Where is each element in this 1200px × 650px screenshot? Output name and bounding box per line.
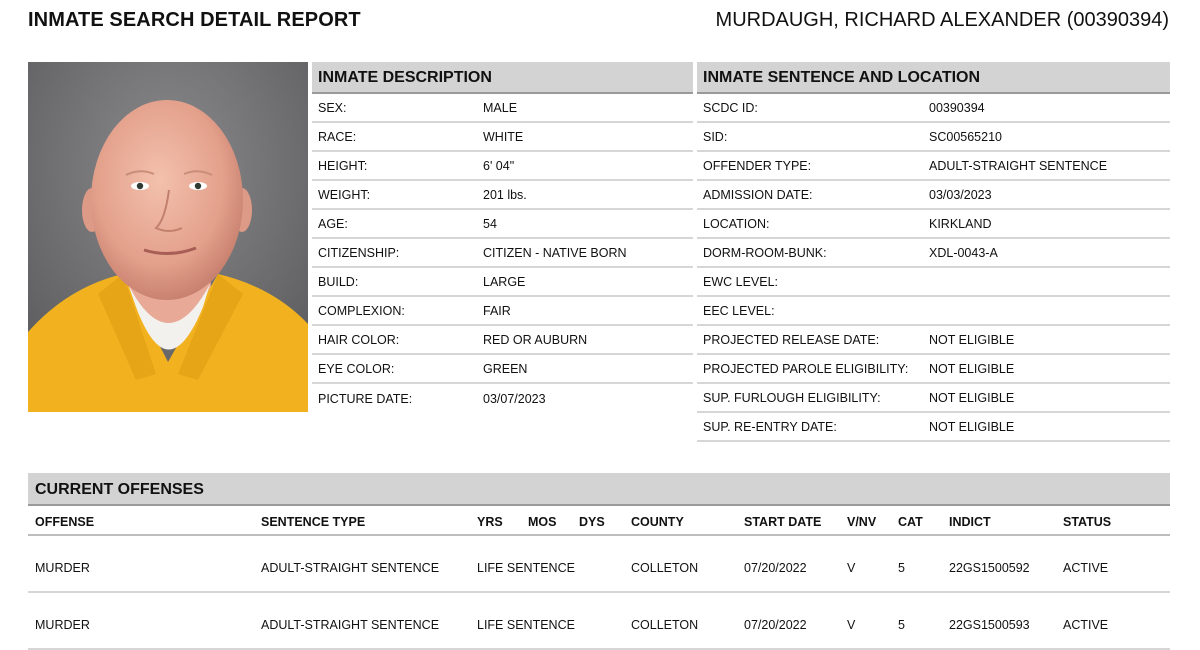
description-row-height <box>312 152 693 181</box>
description-label: BUILD: <box>318 274 359 289</box>
description-label: HEIGHT: <box>318 158 368 173</box>
column-header-dys: DYS <box>579 515 605 529</box>
sentence-row-location <box>697 210 1170 239</box>
sentence-value: NOT ELIGIBLE <box>929 361 1015 376</box>
description-value: 03/07/2023 <box>483 391 546 406</box>
inmate-name: MURDAUGH, RICHARD ALEXANDER (00390394) <box>715 9 1169 31</box>
description-value: RED OR AUBURN <box>483 332 588 347</box>
sentence-label: LOCATION: <box>703 216 770 231</box>
vnv-cell: V <box>847 561 856 575</box>
sentence-value: NOT ELIGIBLE <box>929 332 1015 347</box>
sentence-label: DORM-ROOM-BUNK: <box>703 245 827 260</box>
description-label: AGE: <box>318 216 348 231</box>
sentence-label: SUP. FURLOUGH ELIGIBILITY: <box>703 390 881 405</box>
inmate-description-panel <box>312 62 693 413</box>
sentence-label: OFFENDER TYPE: <box>703 158 812 173</box>
start-date-cell: 07/20/2022 <box>744 561 807 575</box>
description-value: GREEN <box>483 361 528 376</box>
column-header-start-date: START DATE <box>744 515 822 529</box>
description-value: 54 <box>483 216 497 231</box>
sentence-row-dorm-room-bunk <box>697 239 1170 268</box>
status-cell: ACTIVE <box>1063 618 1109 632</box>
column-header-offense: OFFENSE <box>35 515 95 529</box>
start-date-cell: 07/20/2022 <box>744 618 807 632</box>
indict-cell: 22GS1500592 <box>949 561 1030 575</box>
sentence-label: EWC LEVEL: <box>703 274 779 289</box>
sentence-label: PROJECTED RELEASE DATE: <box>703 332 880 347</box>
column-header-sentence-type: SENTENCE TYPE <box>261 515 366 529</box>
description-row-hair-color <box>312 326 693 355</box>
sentence-label: EEC LEVEL: <box>703 303 775 318</box>
sentence-row-projected-release-date <box>697 326 1170 355</box>
description-value: LARGE <box>483 274 526 289</box>
description-label: HAIR COLOR: <box>318 332 400 347</box>
column-header-county: COUNTY <box>631 515 684 529</box>
current-offenses-header: CURRENT OFFENSES <box>28 473 1170 506</box>
offenses-column-headers <box>28 506 1170 536</box>
sentence-value: 03/03/2023 <box>929 187 992 202</box>
sentence-location-header: INMATE SENTENCE AND LOCATION <box>697 62 1170 94</box>
cat-cell: 5 <box>898 561 905 575</box>
sentence-row-scdc-id <box>697 94 1170 123</box>
description-row-race <box>312 123 693 152</box>
column-header-cat: CAT <box>898 515 923 529</box>
cat-cell: 5 <box>898 618 905 632</box>
sentence-label: SCDC ID: <box>703 100 758 115</box>
sentence-label: SUP. RE-ENTRY DATE: <box>703 419 837 434</box>
vnv-cell: V <box>847 618 856 632</box>
sentence-row-sid <box>697 123 1170 152</box>
column-header-mos: MOS <box>528 515 557 529</box>
indict-cell: 22GS1500593 <box>949 618 1030 632</box>
description-row-build <box>312 268 693 297</box>
description-label: EYE COLOR: <box>318 361 395 376</box>
current-offenses-section <box>28 473 1170 650</box>
term-cell: LIFE SENTENCE <box>477 618 575 632</box>
sentence-value: XDL-0043-A <box>929 245 998 260</box>
column-header-indict: INDICT <box>949 515 991 529</box>
sentence-row-admission-date <box>697 181 1170 210</box>
status-cell: ACTIVE <box>1063 561 1109 575</box>
description-row-sex <box>312 94 693 123</box>
description-label: CITIZENSHIP: <box>318 245 400 260</box>
description-row-complexion <box>312 297 693 326</box>
sentence-row-sup-furlough-eligibility <box>697 384 1170 413</box>
description-label: PICTURE DATE: <box>318 391 413 406</box>
sentence-row-projected-parole-eligibility <box>697 355 1170 384</box>
description-value: WHITE <box>483 129 524 144</box>
sentence-label: PROJECTED PAROLE ELIGIBILITY: <box>703 361 909 376</box>
description-label: WEIGHT: <box>318 187 371 202</box>
county-cell: COLLETON <box>631 561 699 575</box>
table-row <box>28 536 1170 593</box>
table-row <box>28 593 1170 650</box>
inmate-photo <box>28 62 308 412</box>
sentence-location-panel <box>697 62 1170 442</box>
description-value: CITIZEN - NATIVE BORN <box>483 245 627 260</box>
offense-cell: MURDER <box>35 561 90 575</box>
description-row-age <box>312 210 693 239</box>
description-row-citizenship <box>312 239 693 268</box>
sentence-label: ADMISSION DATE: <box>703 187 813 202</box>
sentence-value: SC00565210 <box>929 129 1002 144</box>
sentence-type-cell: ADULT-STRAIGHT SENTENCE <box>261 561 440 575</box>
description-label: RACE: <box>318 129 357 144</box>
sentence-row-ewc-level <box>697 268 1170 297</box>
offense-cell: MURDER <box>35 618 90 632</box>
report-title: INMATE SEARCH DETAIL REPORT <box>28 9 361 31</box>
description-value: 201 lbs. <box>483 187 527 202</box>
sentence-label: SID: <box>703 129 728 144</box>
sentence-type-cell: ADULT-STRAIGHT SENTENCE <box>261 618 440 632</box>
description-row-picture-date <box>312 384 693 413</box>
sentence-row-eec-level <box>697 297 1170 326</box>
sentence-value: NOT ELIGIBLE <box>929 419 1015 434</box>
description-value: FAIR <box>483 303 511 318</box>
description-row-weight <box>312 181 693 210</box>
county-cell: COLLETON <box>631 618 699 632</box>
term-cell: LIFE SENTENCE <box>477 561 575 575</box>
description-label: SEX: <box>318 100 347 115</box>
sentence-value: NOT ELIGIBLE <box>929 390 1015 405</box>
sentence-value: 00390394 <box>929 100 985 115</box>
sentence-value: KIRKLAND <box>929 216 992 231</box>
description-value: MALE <box>483 100 518 115</box>
description-value: 6' 04" <box>483 158 515 173</box>
column-header-yrs: YRS <box>477 515 503 529</box>
description-row-eye-color <box>312 355 693 384</box>
description-label: COMPLEXION: <box>318 303 405 318</box>
sentence-value: ADULT-STRAIGHT SENTENCE <box>929 158 1108 173</box>
column-header-status: STATUS <box>1063 515 1112 529</box>
sentence-row-sup-re-entry-date <box>697 413 1170 442</box>
inmate-description-header: INMATE DESCRIPTION <box>312 62 693 94</box>
sentence-row-offender-type <box>697 152 1170 181</box>
column-header-vnv: V/NV <box>847 515 877 529</box>
